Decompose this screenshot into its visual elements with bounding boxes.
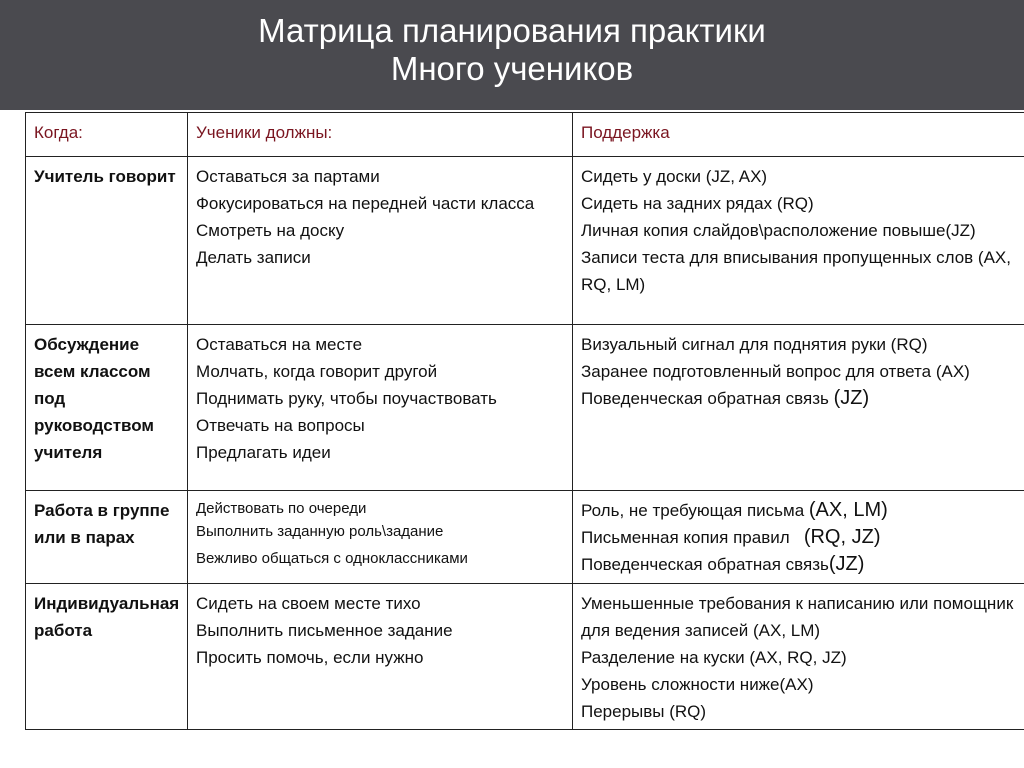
list-item: Вежливо общаться с одноклассниками	[196, 550, 468, 567]
support-cell	[573, 157, 1024, 325]
list-item: Выполнить письменное задание	[196, 621, 453, 640]
list-item: Уменьшенные требования к написанию или помощник для ведения записей (AX, LM)	[581, 594, 1014, 640]
students-cell	[188, 491, 573, 584]
list-item: Оставаться на месте	[196, 335, 363, 354]
list-item: Просить помочь, если нужно	[196, 648, 424, 667]
support-code: (AX, LM)	[808, 499, 888, 521]
page-subtitle: Много учеников	[390, 50, 634, 87]
list-item: Перерывы (RQ)	[581, 702, 707, 721]
header-support: Поддержка	[573, 113, 1024, 157]
list-item	[581, 497, 1016, 524]
support-cell	[573, 325, 1024, 491]
table-row	[26, 325, 1024, 491]
support-cell	[573, 491, 1024, 584]
header-students: Ученики должны:	[188, 113, 573, 157]
students-cell	[188, 325, 573, 491]
list-item: Поднимать руку, чтобы поучаствовать	[196, 389, 497, 408]
list-item: Предлагать идеи	[196, 443, 331, 462]
support-text: Роль, не требующая письма	[581, 501, 805, 520]
list-item	[581, 385, 1016, 412]
when-cell: Индивидуальная работа	[26, 584, 188, 730]
list-item: Уровень сложности ниже(AX)	[581, 675, 814, 694]
list-item: Сидеть на задних рядах (RQ)	[581, 194, 814, 213]
list-item: Визуальный сигнал для поднятия руки (RQ)	[581, 335, 928, 354]
support-code: (JZ)	[828, 553, 865, 575]
list-item: Сидеть у доски (JZ, AX)	[581, 167, 768, 186]
planning-matrix-table	[25, 112, 1024, 730]
list-item: Записи теста для вписывания пропущенных слов (AX, RQ, LM)	[581, 248, 1011, 294]
list-item: Молчать, когда говорит другой	[196, 362, 438, 381]
support-code: (RQ, JZ)	[803, 526, 881, 548]
title-bar	[0, 0, 1024, 110]
list-item	[581, 551, 1016, 578]
when-cell: Учитель говорит	[26, 157, 188, 325]
list-item: Смотреть на доску	[196, 221, 345, 240]
table-row	[26, 584, 1024, 730]
table-row	[26, 157, 1024, 325]
list-item: Оставаться за партами	[196, 167, 380, 186]
list-item: Заранее подготовленный вопрос для ответа (AX)	[581, 362, 970, 381]
support-cell	[573, 584, 1024, 730]
list-item	[581, 524, 1016, 551]
header-row	[26, 113, 1024, 157]
list-item: Разделение на куски (AX, RQ, JZ)	[581, 648, 847, 667]
list-item: Выполнить заданную роль\задание	[196, 523, 444, 540]
list-item: Действовать по очереди	[196, 500, 367, 517]
support-text: Письменная копия правил	[581, 528, 790, 547]
support-text: Поведенческая обратная связь	[581, 389, 829, 408]
students-cell	[188, 584, 573, 730]
support-code: (JZ)	[833, 387, 870, 409]
table-row	[26, 491, 1024, 584]
list-item: Сидеть на своем месте тихо	[196, 594, 421, 613]
students-cell	[188, 157, 573, 325]
list-item: Делать записи	[196, 248, 311, 267]
support-text: Поведенческая обратная связь	[581, 555, 829, 574]
list-item: Отвечать на вопросы	[196, 416, 365, 435]
list-item: Личная копия слайдов\расположение повыше(JZ)	[581, 221, 976, 240]
header-when: Когда:	[26, 113, 188, 157]
page-title: Матрица планирования практики	[258, 12, 766, 49]
when-cell: Работа в группе или в парах	[26, 491, 188, 584]
when-cell: Обсуждение всем классом под руководством учителя	[26, 325, 188, 491]
list-item: Фокусироваться на передней части класса	[196, 194, 535, 213]
